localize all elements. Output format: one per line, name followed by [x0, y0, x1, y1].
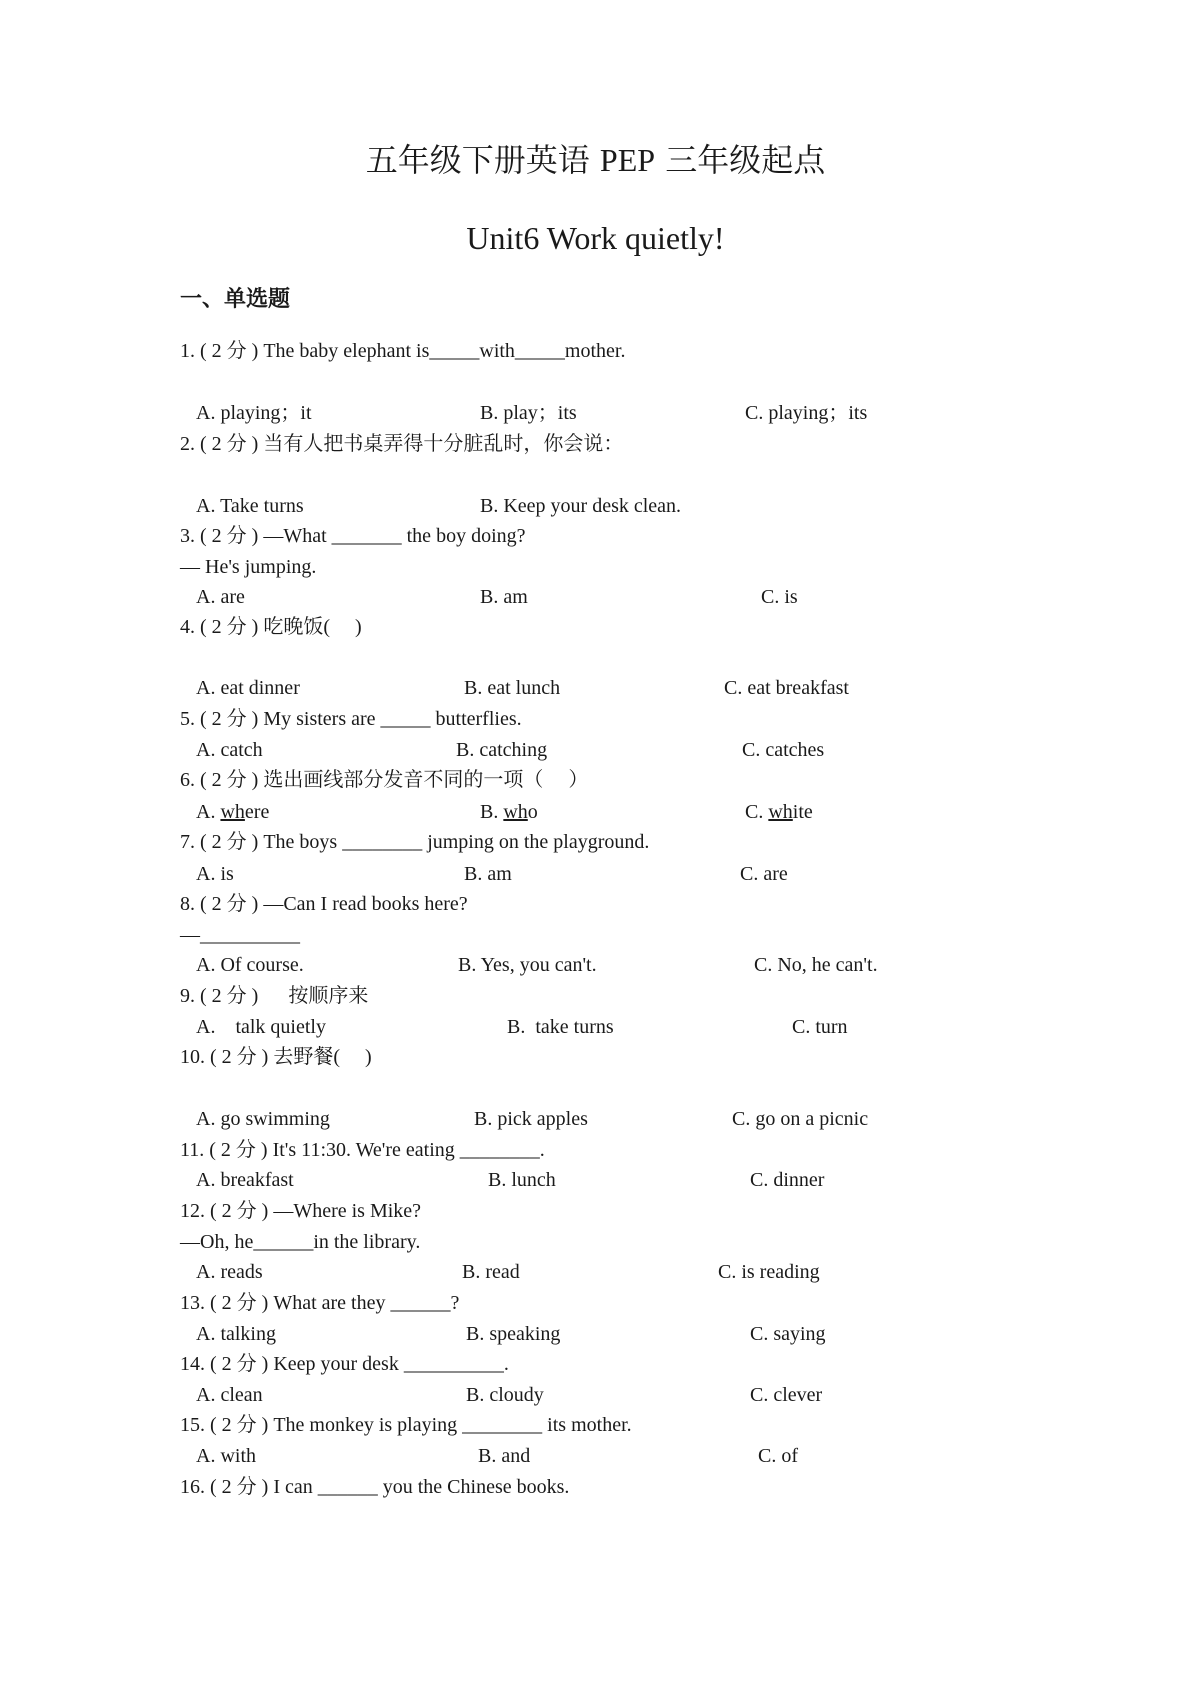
option-letter: B. — [480, 801, 504, 823]
question-14-stem: 14. ( 2 分 ) Keep your desk __________. — [180, 1353, 509, 1375]
q14-option-a[interactable]: A. clean — [196, 1384, 263, 1406]
question-8-stem: 8. ( 2 分 ) —Can I read books here? — [180, 893, 468, 915]
q7-option-b[interactable]: B. am — [464, 863, 512, 885]
question-15-stem: 15. ( 2 分 ) The monkey is playing ________ its mother. — [180, 1414, 632, 1436]
question-12-stem: 12. ( 2 分 ) —Where is Mike? — [180, 1200, 422, 1222]
q10-option-c[interactable]: C. go on a picnic — [732, 1108, 869, 1130]
q1-option-a[interactable]: A. playing；it — [196, 402, 312, 424]
q12-option-b[interactable]: B. read — [462, 1261, 520, 1283]
q12-option-a[interactable]: A. reads — [196, 1261, 263, 1283]
q4-option-c[interactable]: C. eat breakfast — [724, 677, 849, 699]
q3-option-b[interactable]: B. am — [480, 586, 528, 608]
q10-option-a[interactable]: A. go swimming — [196, 1108, 330, 1130]
worksheet-title — [0, 140, 1191, 180]
question-4-stem: 4. ( 2 分 ) 吃晚饭( ) — [180, 616, 362, 638]
question-7-stem: 7. ( 2 分 ) The boys ________ jumping on the playground. — [180, 831, 650, 853]
q15-option-b[interactable]: B. and — [478, 1445, 531, 1467]
option-rest: ere — [244, 801, 270, 823]
q13-option-c[interactable]: C. saying — [750, 1323, 826, 1345]
q10-option-b[interactable]: B. pick apples — [474, 1108, 588, 1130]
q1-option-c[interactable]: C. playing；its — [745, 402, 868, 424]
option-rest: ite — [792, 801, 813, 823]
question-2-stem: 2. ( 2 分 ) 当有人把书桌弄得十分脏乱时，你会说： — [180, 433, 624, 455]
q5-option-b[interactable]: B. catching — [456, 739, 548, 761]
q5-option-c[interactable]: C. catches — [742, 739, 825, 761]
title-part-1: 五年级下册英语 — [365, 141, 590, 179]
question-12-answer-line: —Oh, he______in the library. — [180, 1231, 421, 1253]
q8-option-a[interactable]: A. Of course. — [196, 954, 304, 976]
option-rest: o — [527, 801, 538, 823]
underlined-sound: wh — [768, 801, 793, 823]
question-9-stem: 9. ( 2 分 ) 按顺序来 — [180, 985, 369, 1007]
q6-option-c[interactable] — [745, 799, 813, 825]
question-3-stem: 3. ( 2 分 ) —What _______ the boy doing? — [180, 525, 526, 547]
q8-option-c[interactable]: C. No, he can't. — [754, 954, 878, 976]
q15-option-a[interactable]: A. with — [196, 1445, 256, 1467]
q2-option-b[interactable]: B. Keep your desk clean. — [480, 495, 682, 517]
q4-option-a[interactable]: A. eat dinner — [196, 677, 300, 699]
q11-option-c[interactable]: C. dinner — [750, 1169, 825, 1191]
question-11-stem: 11. ( 2 分 ) It's 11:30. We're eating ________. — [180, 1139, 545, 1161]
q5-option-a[interactable]: A. catch — [196, 739, 263, 761]
title-part-latin: PEP — [599, 142, 656, 178]
q8-option-b[interactable]: B. Yes, you can't. — [458, 954, 597, 976]
question-1-stem: 1. ( 2 分 ) The baby elephant is_____with_____mother. — [180, 340, 626, 362]
question-16-stem: 16. ( 2 分 ) I can ______ you the Chinese books. — [180, 1476, 570, 1498]
question-8-answer-line: —__________ — [180, 924, 300, 946]
underlined-sound: wh — [503, 801, 528, 823]
question-13-stem: 13. ( 2 分 ) What are they ______? — [180, 1292, 460, 1314]
option-letter: C. — [745, 801, 769, 823]
q1-option-b[interactable]: B. play；its — [480, 402, 577, 424]
q2-option-a[interactable]: A. Take turns — [196, 495, 304, 517]
title-part-2: 三年级起点 — [665, 141, 826, 179]
question-10-stem: 10. ( 2 分 ) 去野餐( ) — [180, 1046, 372, 1068]
q11-option-b[interactable]: B. lunch — [488, 1169, 556, 1191]
question-5-stem: 5. ( 2 分 ) My sisters are _____ butterflies. — [180, 708, 522, 730]
q3-option-a[interactable]: A. are — [196, 586, 245, 608]
underlined-sound: wh — [220, 801, 245, 823]
q13-option-b[interactable]: B. speaking — [466, 1323, 561, 1345]
question-6-stem: 6. ( 2 分 ) 选出画线部分发音不同的一项（ ） — [180, 769, 589, 791]
option-letter: A. — [196, 801, 221, 823]
q14-option-c[interactable]: C. clever — [750, 1384, 823, 1406]
q6-option-a[interactable] — [196, 799, 269, 825]
q14-option-b[interactable]: B. cloudy — [466, 1384, 544, 1406]
q11-option-a[interactable]: A. breakfast — [196, 1169, 294, 1191]
q4-option-b[interactable]: B. eat lunch — [464, 677, 561, 699]
question-3-answer-line: — He's jumping. — [180, 556, 317, 578]
q9-option-b[interactable]: B. take turns — [507, 1016, 614, 1038]
unit-title: Unit6 Work quietly! — [466, 220, 725, 256]
q7-option-c[interactable]: C. are — [740, 863, 788, 885]
q15-option-c[interactable]: C. of — [758, 1445, 798, 1467]
q3-option-c[interactable]: C. is — [761, 586, 798, 608]
q6-option-b[interactable] — [480, 799, 538, 825]
q7-option-a[interactable]: A. is — [196, 863, 234, 885]
q9-option-c[interactable]: C. turn — [792, 1016, 848, 1038]
q9-option-a[interactable]: A. talk quietly — [196, 1016, 326, 1038]
q13-option-a[interactable]: A. talking — [196, 1323, 276, 1345]
q12-option-c[interactable]: C. is reading — [718, 1261, 820, 1283]
section-heading: 一、单选题 — [180, 287, 291, 312]
